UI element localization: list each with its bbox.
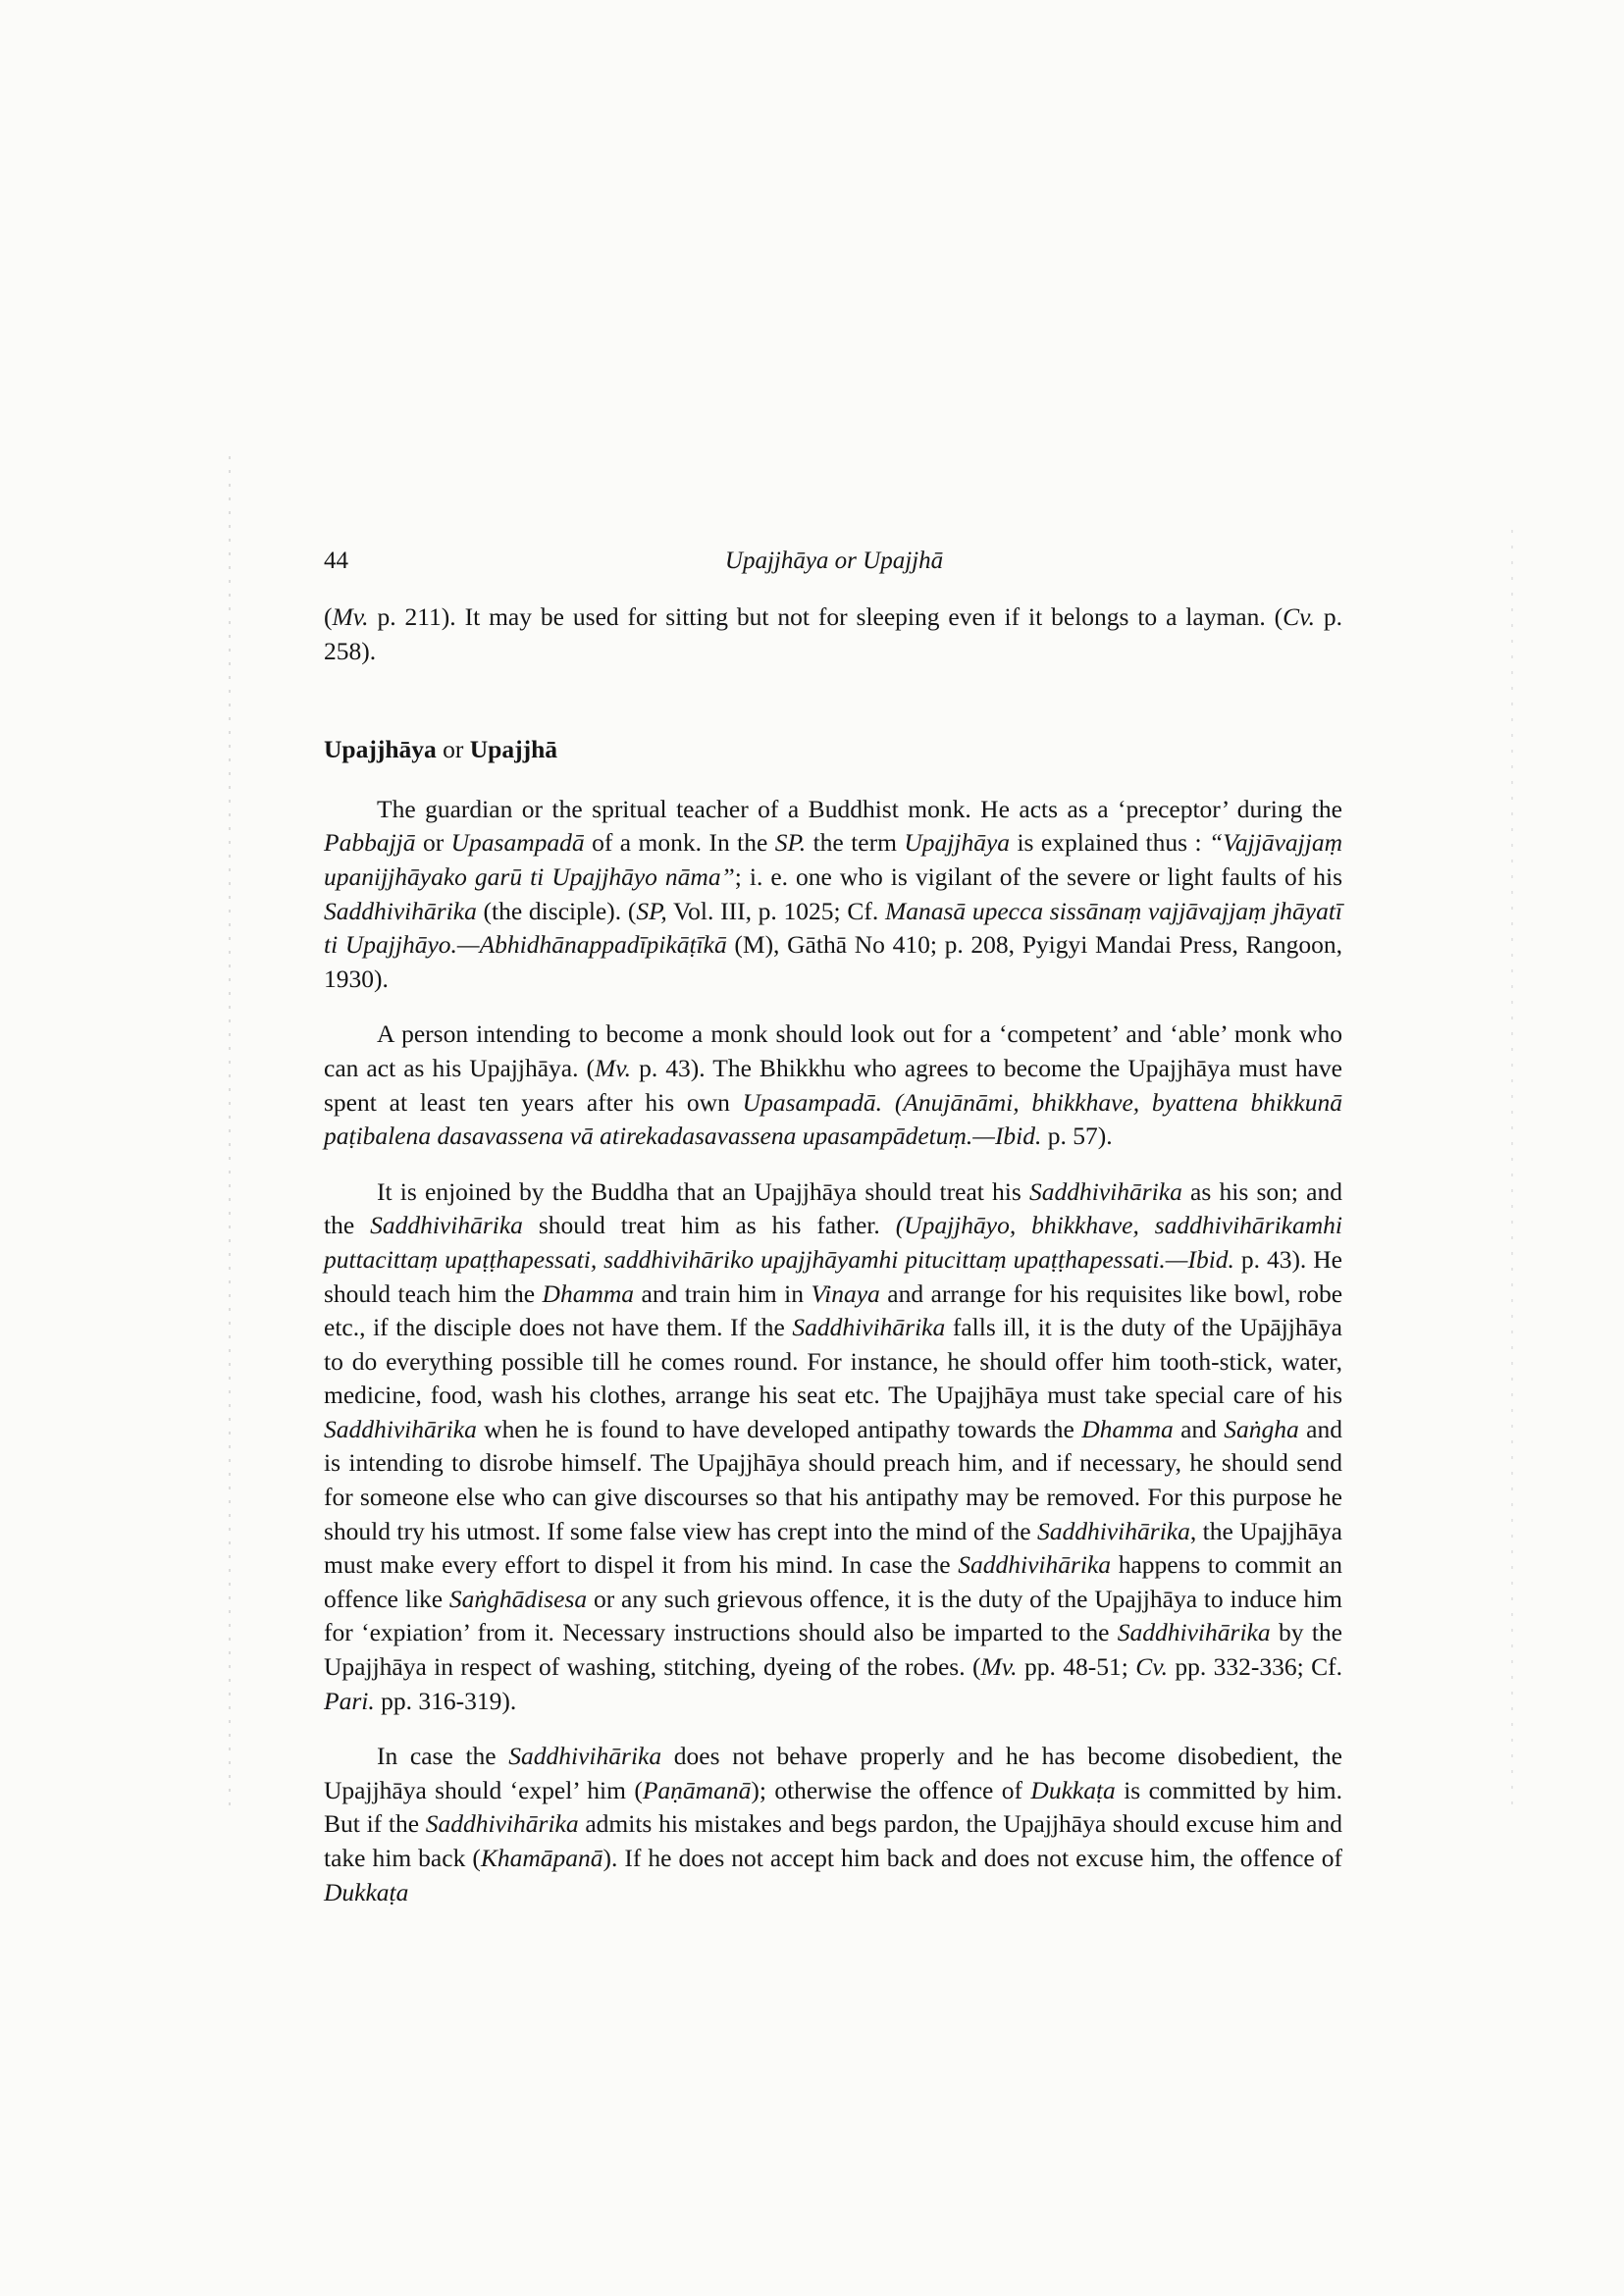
scan-margin-marks-right	[1511, 530, 1513, 1805]
paragraph-definition: The guardian or the spritual teacher of a Buddhist monk. He acts as a ‘preceptor’ during the Pabbajjā or Upasampadā of a monk. In the SP. the term Upajjhāya is explained thus : “Vajjāvajjaṃ upanijjhāyako garū ti Upajjhāyo nāma”; i. e. one who is vigilant of the severe or light faults of his Saddhivihārika (the disciple). (SP, Vol. III, p. 1025; Cf. Manasā upecca sissānaṃ vajjāvajjaṃ jhāyatī ti Upajjhāyo.—Abhidhānappadīpikāṭīkā (M), Gāthā No 410; p. 208, Pyigyi Mandai Press, Rangoon, 1930).	[324, 794, 1342, 993]
entry-heading: Upajjhāya or Upajjhā	[324, 735, 558, 764]
running-title: Upajjhāya or Upajjhā	[724, 548, 944, 574]
paragraph-qualification: A person intending to become a monk should look out for a ‘competent’ and ‘able’ monk who can act as his Upajjhāya. (Mv. p. 43). The Bhikkhu who agrees to become the Upajjhāya must have spent at least ten years after his own Upasampadā. (Anujānāmi, bhikkhave, byattena bhikkunā paṭibalena dasavassena vā atirekadasavassena upasampādetuṃ.—Ibid. p. 57).	[324, 1019, 1342, 1151]
paragraph-expulsion: In case the Saddhivihārika does not behave properly and he has become disobedient, the Upajjhāya should ‘expel’ him (Paṇāmanā); otherwise the offence of Dukkaṭa is committed by him. But if the Saddhivihārika admits his mistakes and begs pardon, the Upajjhāya should excuse him and take him back (Khamāpanā). If he does not accept him back and does not excuse him, the offence of Dukkaṭa	[324, 1742, 1342, 1906]
page-number: 44	[324, 548, 348, 574]
page-body	[324, 600, 1342, 1909]
page-header	[324, 548, 1344, 587]
paragraph-duties: It is enjoined by the Buddha that an Upajjhāya should treat his Saddhivihārika as his son; and the Saddhivihārika should treat him as his father. (Upajjhāyo, bhikkhave, saddhivihārikamhi puttacittaṃ upaṭṭhapessati, saddhivihāriko upajjhāyamhi pitucittaṃ upaṭṭhapessati.—Ibid. p. 43). He should teach him the Dhamma and train him in Vinaya and arrange for his requisites like bowl, robe etc., if the disciple does not have them. If the Saddhivihārika falls ill, it is the duty of the Upājjhāya to do everything possible till he comes round. For instance, he should offer him tooth-stick, water, medicine, food, wash his clothes, arrange his seat etc. The Upajjhāya must take special care of his Saddhivihārika when he is found to have developed antipathy towards the Dhamma and Saṅgha and is intending to disrobe himself. The Upajjhāya should preach him, and if necessary, he should send for someone else who can give discourses so that his antipathy may be removed. For this purpose he should try his utmost. If some false view has crept into the mind of the Saddhivihārika, the Upajjhāya must make every effort to dispel it from his mind. In case the Saddhivihārika happens to commit an offence like Saṅghādisesa or any such grievous offence, it is the duty of the Upajjhāya to induce him for ‘expiation’ from it. Necessary instructions should also be imparted to the Saddhivihārika by the Upajjhāya in respect of washing, stitching, dyeing of the robes. (Mv. pp. 48-51; Cv. pp. 332-336; Cf. Pari. pp. 316-319).	[324, 1176, 1343, 1715]
continuation-paragraph: (Mv. p. 211). It may be used for sitting but not for sleeping even if it belongs to a layman. (Cv. p. 258).	[324, 602, 1343, 665]
scan-margin-marks-left	[229, 456, 231, 1810]
